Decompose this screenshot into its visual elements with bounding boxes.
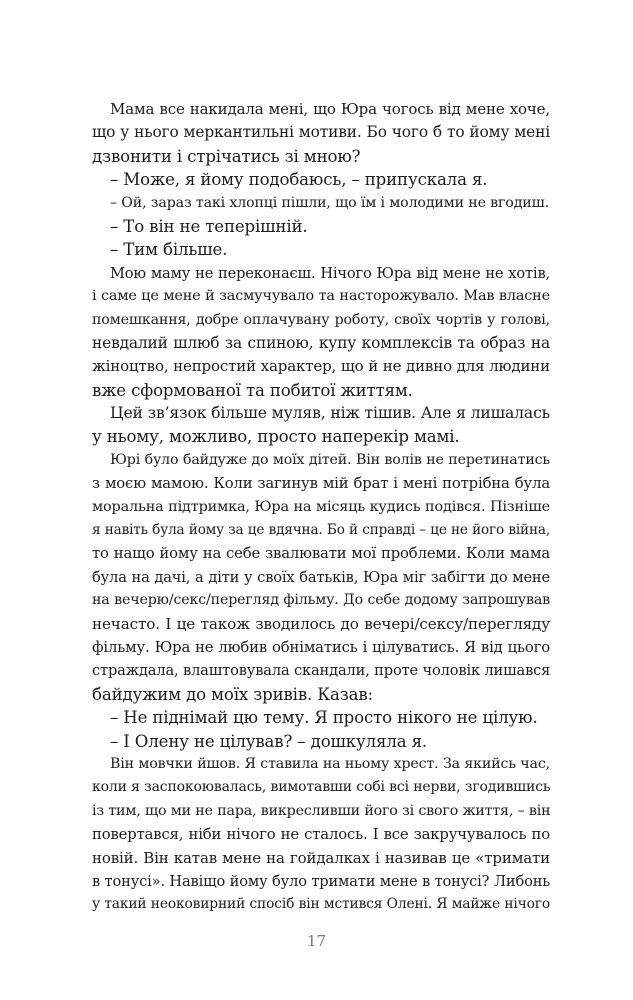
text-line: жіноцтво, непростий характер, що й не дивно для людини — [92, 357, 550, 376]
text-line: я навіть була йому за це вдячна. Бо й справді – це не його війна, — [92, 522, 550, 539]
text-line: помешкання, добре оплачувану роботу, своїх чортів у голові, — [92, 311, 550, 328]
text-line: – Тим більше. — [110, 240, 228, 260]
body-text — [92, 98, 550, 917]
text-line: вже сформованої та побитої життям. — [92, 380, 413, 400]
text-line: страждала, влаштовувала скандали, проте чоловік лишався — [92, 662, 551, 680]
text-line: що у нього меркантильні мотиви. Бо чого б то йому мені — [92, 123, 550, 142]
text-line: то нащо йому на себе звалювати мої проблеми. Коли мама — [92, 545, 550, 563]
text-line: Юрі було байдуже до моїх дітей. Він волів не перетинатись — [110, 451, 550, 468]
text-line: коли я заспокоювалась, вимотавши собі всі нерви, згодившись — [92, 779, 551, 796]
text-line: в тонусі». Навіщо йому було тримати мене в тонусі? Либонь — [92, 872, 551, 890]
text-line: Він мовчки йшов. Я ставила на ньому хрест. За якийсь час, — [110, 755, 550, 772]
text-line: у ньому, можливо, просто наперекір мамі. — [92, 427, 460, 447]
text-line: фільму. Юра не любив обніматись і цілуватись. Я від цього — [92, 638, 550, 656]
text-line: невдалий шлюб за спиною, купу комплексів та образ на — [92, 333, 550, 352]
text-line: – Не піднімай цю тему. Я просто нікого не цілую. — [110, 708, 538, 728]
text-line: моральна підтримка, Юра на місяць кудись подівся. Пізніше — [92, 498, 550, 515]
text-line: дзвонити і стрічатись зі мною? — [92, 146, 361, 166]
text-line: – І Олену не цілував? – дошкуляла я. — [110, 731, 428, 751]
text-line: на вечерю/секс/перегляд фільму. До себе додому запрошував — [92, 592, 550, 609]
text-line: – Ой, зараз такі хлопці пішли, що їм і молодими не вгодиш. — [110, 194, 549, 211]
text-line: була на дачі, а діти у своїх батьків, Юра міг забігти до мене — [92, 568, 550, 586]
text-line: повертався, ніби нічого не сталось. І все закручувалось по — [92, 826, 550, 844]
text-line: з моєю мамою. Коли загинув мій брат і мені потрібна була — [92, 475, 550, 493]
text-line: – То він не теперішній. — [110, 216, 308, 236]
text-line: Мама все накидала мені, що Юра чогось від мене хоче, — [110, 100, 550, 118]
page-number: 17 — [306, 932, 327, 950]
text-line: і саме це мене й засмучувало та насторожувало. Мав власне — [92, 288, 550, 305]
text-line: байдужим до моїх зривів. Казав: — [92, 684, 373, 704]
text-line: новій. Він катав мене на гойдалках і називав це «тримати — [92, 848, 550, 867]
text-line: у такий неоковирний спосіб він мстився Олені. Я майже нічого — [92, 896, 550, 913]
text-line: нечасто. І це також зводилось до вечері/сексу/перегляду — [92, 614, 550, 633]
text-line: – Може, я йому подобаюсь, – припускала я. — [110, 170, 488, 190]
text-line: Мою маму не переконаєш. Нічого Юра від мене не хотів, — [110, 264, 550, 282]
text-line: Цей зв’язок більше муляв, ніж тішив. Але я лишалась — [110, 404, 550, 423]
text-line: із тим, що ми не пара, викресливши його зі свого життя, – він — [92, 802, 551, 819]
